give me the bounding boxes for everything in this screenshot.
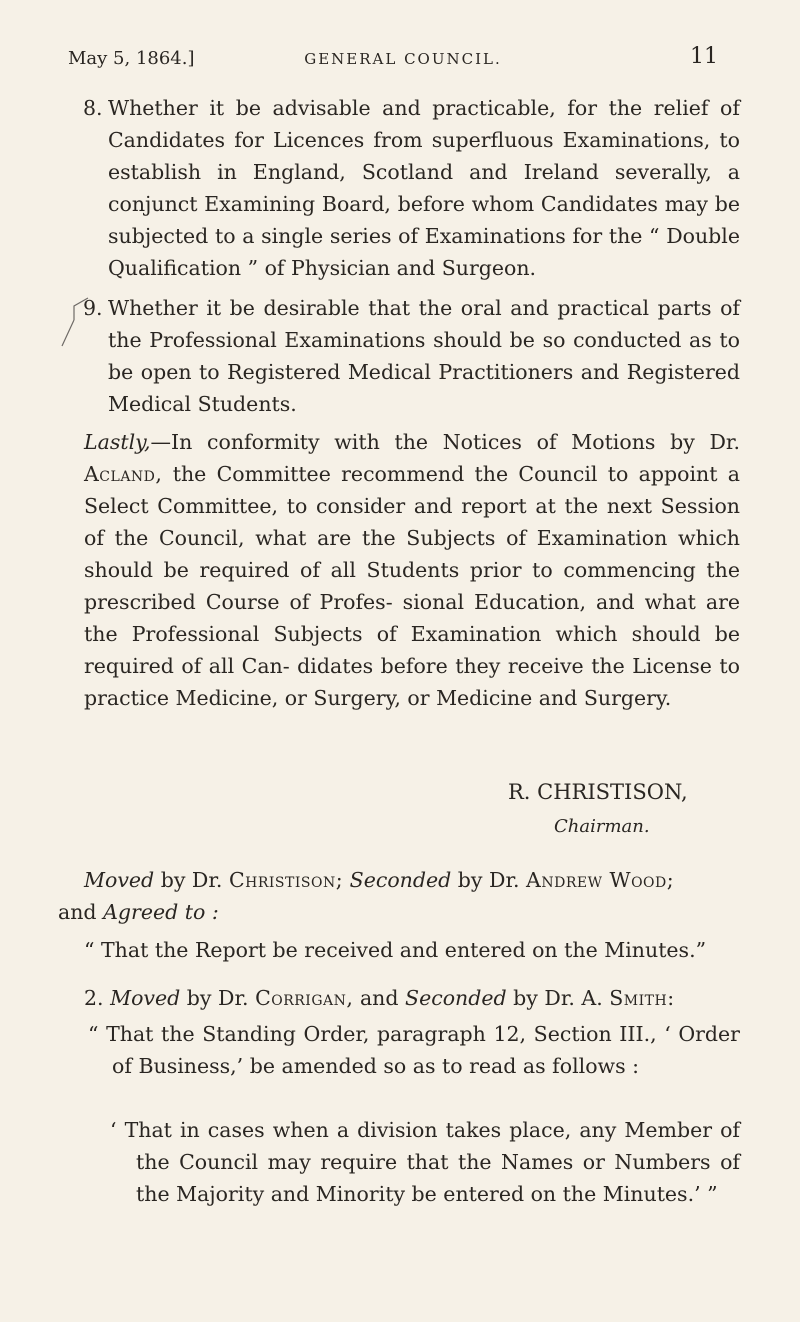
- header-date: May 5, 1864.]: [68, 48, 195, 69]
- motion-2-heading: [84, 982, 744, 1014]
- by-text: by Dr.: [457, 868, 520, 892]
- signature-title: Chairman.: [554, 816, 650, 837]
- item-number: 9.: [83, 296, 103, 320]
- seconder-name: Smith: [609, 986, 668, 1010]
- item-9: [83, 292, 740, 420]
- lastly-text-1: —In conformity with the Notices of Motions by Dr.: [150, 430, 740, 454]
- by-text: by Dr. A.: [513, 986, 603, 1010]
- seconder-name: Andrew Wood;: [526, 868, 675, 892]
- colon: :: [667, 986, 675, 1010]
- running-header: [68, 44, 718, 74]
- running-title: GENERAL COUNCIL.: [304, 50, 502, 68]
- and-text: and: [58, 900, 97, 924]
- moved-label: Moved: [110, 986, 181, 1010]
- item-number: 8.: [83, 96, 103, 120]
- item-number: 2.: [84, 986, 104, 1010]
- by-text: by Dr.: [160, 868, 223, 892]
- agreed-label: Agreed to :: [103, 900, 219, 924]
- person-name: Acland,: [84, 462, 163, 486]
- item-text: Whether it be advisable and practicable, for the relief of Candidates for Licences from superfluous Examinations, to establish in England, Scotland and Ireland severally, a conjunct Examining Board, before whom Candidates may be subjected to a single series of Examinations for the “ Double Qualification ” of Physician and Surgeon.: [108, 96, 740, 280]
- mover-name: Christison;: [228, 868, 344, 892]
- and-text: and: [359, 986, 399, 1010]
- motion-2-inner-quote: ‘ That in cases when a division takes place, any Member of the Council may require that the Names or Numbers of the Majority and Minority be entered on the Minutes.’ ”: [110, 1118, 740, 1206]
- signature-name: R. CHRISTISON,: [508, 780, 688, 804]
- motion-1: [58, 864, 744, 928]
- seconded-label: Seconded: [349, 868, 452, 892]
- item-8: [83, 92, 740, 284]
- item-text: Whether it be desirable that the oral and practical parts of the Professional Examinations should be so conducted as to be open to Registered Medical Practitioners and Registered Medical Students.: [108, 296, 740, 416]
- by-text: by Dr.: [186, 986, 249, 1010]
- page-number: 11: [690, 44, 718, 69]
- seconded-label: Seconded: [405, 986, 507, 1010]
- pencil-margin-mark: [52, 296, 92, 348]
- motion-2-quote: “ That the Standing Order, paragraph 12, Section III., ‘ Order of Business,’ be amended so as to read as follows :: [88, 1022, 740, 1078]
- mover-name: Corrigan,: [255, 986, 354, 1010]
- moved-label: Moved: [84, 868, 155, 892]
- lastly-lead: Lastly,: [84, 430, 151, 454]
- lastly-paragraph: [84, 426, 740, 714]
- lastly-text-2: the Committee recommend the Council to appoint a Select Committee, to consider and report at the next Session of the Council, what are the Subjects of Examination which should be required of all Students prior to commencing the prescribed Course of Profes- sional Education, and what are the Professional Subjects of Examination which should be required of all Can- didates before they receive the License to practice Medicine, or Surgery, or Medicine and Surgery.: [84, 462, 740, 710]
- motion-1-quote: “ That the Report be received and entered on the Minutes.”: [84, 938, 707, 962]
